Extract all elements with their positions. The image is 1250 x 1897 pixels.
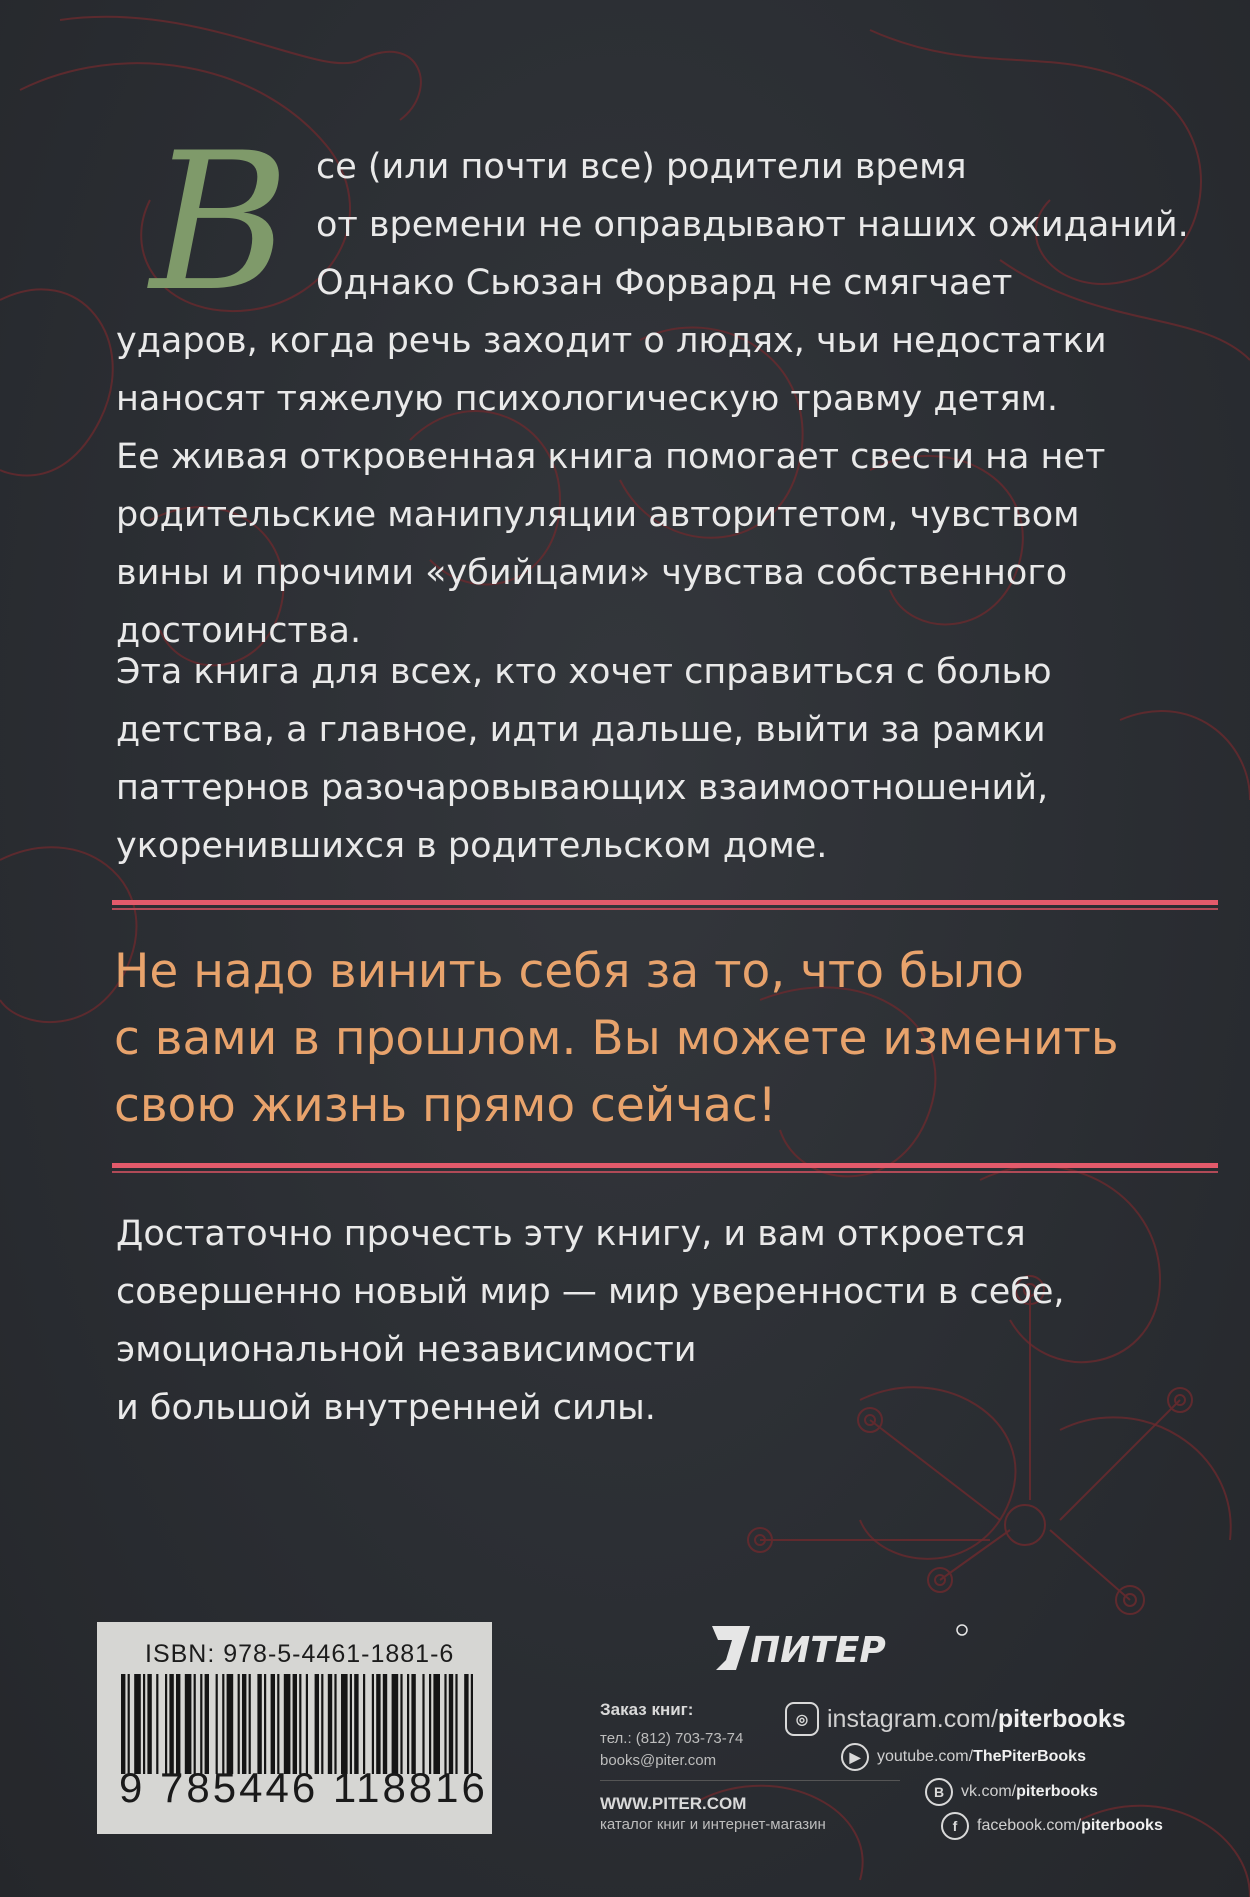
intro-line: Ее живая откровенная книга помогает свести на нет bbox=[116, 437, 1106, 477]
facebook-handle: piterbooks bbox=[1081, 1817, 1163, 1834]
barcode-bar bbox=[156, 1674, 158, 1774]
barcode-bar bbox=[354, 1674, 358, 1774]
barcode-bar bbox=[429, 1674, 431, 1774]
barcode-bar bbox=[350, 1674, 352, 1774]
barcode-bar bbox=[185, 1674, 192, 1774]
barcode-bar bbox=[238, 1674, 240, 1774]
facebook-prefix: facebook.com/ bbox=[977, 1817, 1082, 1834]
barcode-bar bbox=[176, 1674, 180, 1774]
barcode-bar bbox=[216, 1674, 218, 1774]
intro-line: ударов, когда речь заходит о людях, чьи недостатки bbox=[116, 321, 1107, 361]
youtube-handle: ThePiterBooks bbox=[973, 1748, 1086, 1765]
barcode-bar bbox=[242, 1674, 246, 1774]
barcode-bar bbox=[306, 1674, 308, 1774]
barcode-bar bbox=[449, 1674, 453, 1774]
barcode-bar bbox=[200, 1674, 202, 1774]
vk-icon: В bbox=[925, 1778, 953, 1806]
barcode-bar bbox=[383, 1674, 387, 1774]
intro-line: от времени не оправдывают наших ожиданий. bbox=[316, 205, 1189, 245]
barcode-bar bbox=[227, 1674, 234, 1774]
barcode-bar bbox=[328, 1674, 332, 1774]
intro-line: достоинства. bbox=[116, 611, 362, 651]
barcode-bar bbox=[264, 1674, 266, 1774]
intro-line: вины и прочими «убийцами» чувства собственного bbox=[116, 553, 1068, 593]
barcode-bars bbox=[117, 1674, 477, 1774]
isbn-barcode bbox=[97, 1622, 492, 1834]
facebook-link[interactable] bbox=[941, 1812, 1163, 1840]
barcode-digits: 9 785446 118816 bbox=[119, 1764, 488, 1811]
vk-link[interactable] bbox=[925, 1778, 1098, 1806]
third-paragraph bbox=[116, 1205, 1196, 1437]
barcode-bar bbox=[293, 1674, 297, 1774]
rule-thick-line bbox=[112, 1163, 1218, 1168]
instagram-prefix: instagram.com/ bbox=[827, 1704, 998, 1733]
intro-line: Однако Сьюзан Форвард не смягчает bbox=[316, 263, 1013, 303]
instagram-icon: ◎ bbox=[785, 1702, 819, 1736]
intro-line: се (или почти все) родители время bbox=[316, 147, 967, 187]
barcode-bar bbox=[433, 1674, 440, 1774]
second-paragraph bbox=[116, 643, 1196, 875]
barcode-bar bbox=[257, 1674, 261, 1774]
contacts-divider bbox=[600, 1780, 900, 1781]
bottom-divider-rule bbox=[112, 1163, 1218, 1173]
intro-paragraph bbox=[116, 138, 1196, 660]
barcode-bar bbox=[392, 1674, 399, 1774]
youtube-link[interactable] bbox=[841, 1743, 1086, 1771]
rule-thick-line bbox=[112, 900, 1218, 905]
barcode-bar bbox=[194, 1674, 196, 1774]
barcode-bar bbox=[341, 1674, 348, 1774]
barcode-bar bbox=[165, 1674, 167, 1774]
youtube-icon: ▶ bbox=[841, 1743, 869, 1771]
barcode-bar bbox=[222, 1674, 224, 1774]
barcode-bar bbox=[464, 1674, 468, 1774]
barcode-bar bbox=[376, 1674, 380, 1774]
facebook-icon: f bbox=[941, 1812, 969, 1840]
barcode-bar bbox=[407, 1674, 409, 1774]
paragraph-line: детства, а главное, идти дальше, выйти за рамки bbox=[116, 710, 1046, 750]
intro-line: родительские манипуляции авторитетом, чувством bbox=[116, 495, 1080, 535]
quote-line: с вами в прошлом. Вы можете изменить bbox=[114, 1011, 1119, 1066]
isbn-number: ISBN: 978-5-4461-1881-6 bbox=[145, 1640, 455, 1668]
paragraph-line: эмоциональной независимости bbox=[116, 1330, 697, 1370]
piter-logo bbox=[712, 1620, 972, 1676]
barcode-bar bbox=[128, 1674, 130, 1774]
barcode-bar bbox=[411, 1674, 415, 1774]
instagram-handle: piterbooks bbox=[997, 1704, 1126, 1733]
rule-thin-line bbox=[112, 1171, 1218, 1173]
barcode-bar bbox=[444, 1674, 446, 1774]
quote-line: Не надо винить себя за то, что было bbox=[114, 944, 1024, 999]
publisher-contacts bbox=[600, 1700, 1220, 1880]
barcode-bar bbox=[334, 1674, 336, 1774]
barcode-bar bbox=[277, 1674, 279, 1774]
svg-text:ПИТЕР: ПИТЕР bbox=[750, 1630, 886, 1671]
quote-line: свою жизнь прямо сейчас! bbox=[114, 1078, 777, 1133]
order-phone: тел.: (812) 703-73-74 bbox=[600, 1730, 744, 1747]
barcode-bar bbox=[284, 1674, 291, 1774]
paragraph-line: и большой внутренней силы. bbox=[116, 1388, 656, 1428]
rule-thin-line bbox=[112, 908, 1218, 910]
barcode-bar bbox=[315, 1674, 319, 1774]
barcode-bar bbox=[363, 1674, 365, 1774]
paragraph-line: Эта книга для всех, кто хочет справиться с болью bbox=[116, 652, 1052, 692]
instagram-link[interactable] bbox=[785, 1702, 1126, 1736]
website-description: каталог книг и интернет-магазин bbox=[600, 1816, 826, 1833]
vk-prefix: vk.com/ bbox=[961, 1783, 1017, 1800]
youtube-prefix: youtube.com/ bbox=[877, 1748, 974, 1765]
intro-line: наносят тяжелую психологическую травму детям. bbox=[116, 379, 1059, 419]
order-title: Заказ книг: bbox=[600, 1700, 694, 1719]
barcode-bar bbox=[372, 1674, 374, 1774]
barcode-bar bbox=[422, 1674, 424, 1774]
top-divider-rule bbox=[112, 900, 1218, 910]
barcode-bar bbox=[249, 1674, 251, 1774]
highlight-quote bbox=[114, 938, 1224, 1139]
paragraph-line: Достаточно прочесть эту книгу, и вам откроется bbox=[116, 1214, 1026, 1254]
barcode-bar bbox=[400, 1674, 402, 1774]
barcode-bar bbox=[169, 1674, 173, 1774]
barcode-bar bbox=[455, 1674, 457, 1774]
barcode-bar bbox=[205, 1674, 209, 1774]
vk-handle: piterbooks bbox=[1016, 1783, 1098, 1800]
barcode-bar bbox=[471, 1674, 473, 1774]
barcode-bar bbox=[321, 1674, 323, 1774]
barcode-bar bbox=[271, 1674, 275, 1774]
barcode-bar bbox=[299, 1674, 301, 1774]
paragraph-line: паттернов разочаровывающих взаимоотношений, bbox=[116, 768, 1049, 808]
website-link[interactable]: WWW.PITER.COM bbox=[600, 1794, 747, 1813]
barcode-bar bbox=[147, 1674, 151, 1774]
barcode-bar bbox=[143, 1674, 145, 1774]
paragraph-line: совершенно новый мир — мир уверенности в себе, bbox=[116, 1272, 1065, 1312]
svg-text:В: В bbox=[150, 118, 290, 318]
barcode-bar bbox=[121, 1674, 125, 1774]
order-email[interactable]: books@piter.com bbox=[600, 1752, 717, 1769]
barcode-bar bbox=[134, 1674, 141, 1774]
paragraph-line: укоренившихся в родительском доме. bbox=[116, 826, 828, 866]
